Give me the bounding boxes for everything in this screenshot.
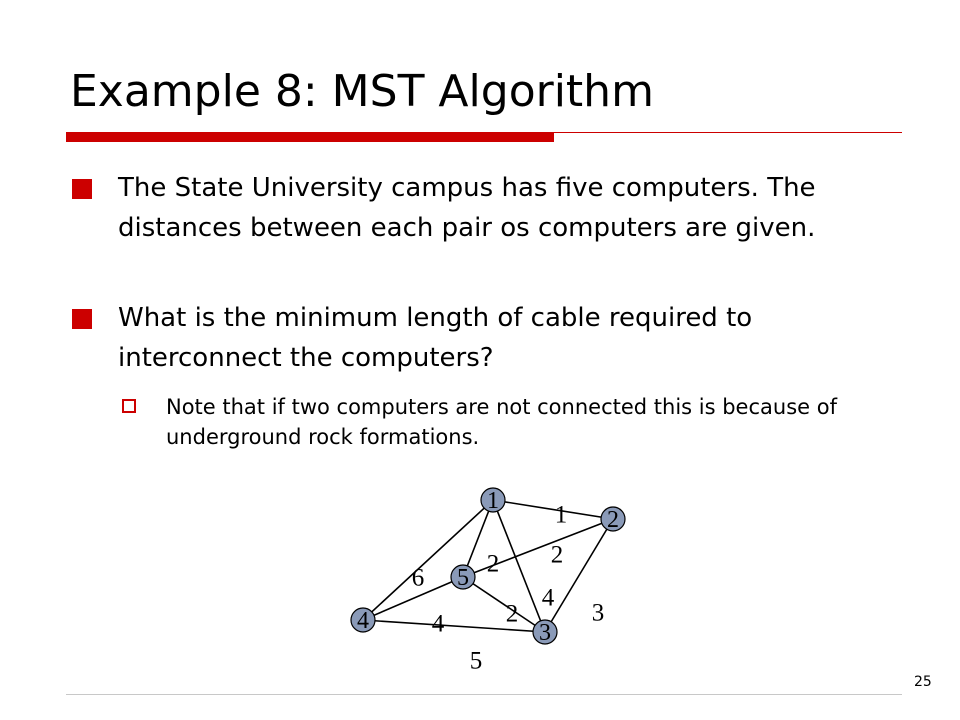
edge-weight-5-4: 4: [431, 610, 445, 638]
bullet-text-2: What is the minimum length of cable required to interconnect the computers?: [118, 303, 753, 373]
edge-1-2: [493, 500, 613, 519]
page-number: 25: [914, 674, 932, 690]
node-label: 4: [357, 608, 369, 634]
edge-1-4: [363, 500, 493, 620]
node-3: [533, 620, 557, 646]
node-4: [351, 608, 375, 634]
edge-weight-1-2: 1: [554, 501, 568, 529]
sub-bullet-text: Note that if two computers are not connected this is because of underground rock formations.: [166, 395, 837, 449]
node-label: 3: [539, 620, 551, 646]
node-2: [601, 507, 625, 533]
node-label: 1: [487, 488, 499, 514]
edge-weight-2-3: 3: [591, 599, 605, 627]
node-label: 5: [457, 565, 469, 591]
node-label: 2: [607, 507, 619, 533]
edge-5-2: [463, 519, 613, 577]
edge-weight-4-3: 5: [469, 647, 483, 675]
graph-edge-labels: [412, 502, 605, 675]
edge-weight-5-3: 2: [505, 600, 519, 628]
edge-weight-1-4: 6: [411, 564, 425, 592]
footer-divider: [66, 694, 902, 695]
edge-weight-1-5: 2: [486, 550, 500, 578]
edge-1-3: [493, 500, 545, 632]
bullet-text-1: The State University campus has five computers. The distances between each pair os computers are given.: [118, 173, 816, 243]
node-1: [481, 488, 505, 514]
edge-5-3: [463, 577, 545, 632]
edge-weight-5-2: 2: [550, 541, 564, 569]
node-5: [451, 565, 475, 591]
slide-title: Example 8: MST Algorithm: [70, 66, 654, 117]
edge-weight-1-3: 4: [541, 584, 555, 612]
